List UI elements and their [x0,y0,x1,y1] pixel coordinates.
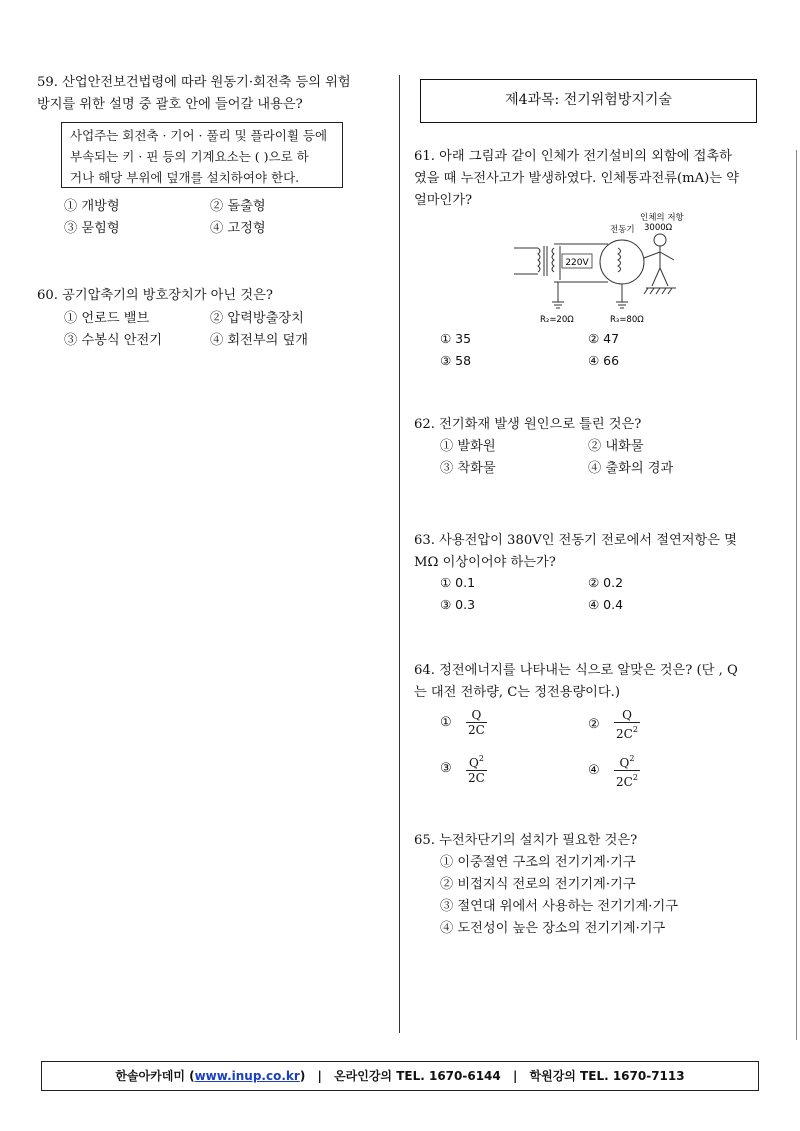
q64-option-4[interactable]: ④ $\frac{Q^2}{2C^2}$ [588,754,638,789]
fig-motor-label: 전동기 [610,225,635,235]
fraction: $\frac{Q^2}{2C^2}$ [616,754,638,789]
q64-option-1[interactable]: ① $\frac{Q}{2C}$ [440,708,485,737]
q61-option-1[interactable]: ① 35 [440,331,472,346]
q60-option-3[interactable]: ③ 수봉식 안전기 [64,333,163,348]
q63-option-2[interactable]: ② 0.2 [588,575,624,590]
footer-separator: | [512,1069,518,1083]
fraction: $\frac{Q}{2C}$ [468,708,485,737]
q63-stem: 63. 사용전압이 380V인 전동기 전로에서 절연저항은 몇 MΩ 이상이어야 하는가? [414,533,737,570]
q65-option-1[interactable]: ① 이중절연 구조의 전기기계·기구 [440,855,636,870]
right-edge-line [796,150,797,1040]
q65-option-2[interactable]: ② 비접지식 전로의 전기기계·기구 [440,877,636,892]
q59-stem: 59. 산업안전보건법령에 따라 원동기·회전축 등의 위험 방지를 위한 설명 중 괄호 안에 들어갈 내용은? [37,75,351,112]
q59-option-1[interactable]: ① 개방형 [64,199,120,214]
q59-option-2[interactable]: ② 돌출형 [210,199,266,214]
q59-quote-box: 사업주는 회전축 · 기어 · 풀리 및 플라이휠 등에 부속되는 키 · 핀 등의 기계요소는 ( )으로 하 거나 해당 부위에 덮개를 설치하여야 한다. [61,122,343,188]
q65-option-4[interactable]: ④ 도전성이 높은 장소의 전기기계·기구 [440,921,666,936]
fig-r3-label: R₃=80Ω [610,315,644,325]
leakage-circuit-figure [510,210,700,328]
q64-stem: 64. 정전에너지를 나타내는 식으로 알맞은 것은? (단 , Q 는 대전 전하량, C는 정전용량이다.) [414,663,738,700]
q61-option-4[interactable]: ④ 66 [588,353,620,368]
q59-option-4[interactable]: ④ 고정형 [210,221,266,236]
section-title-box [420,79,757,123]
q63-option-4[interactable]: ④ 0.4 [588,597,624,612]
q65-option-3[interactable]: ③ 절연대 위에서 사용하는 전기기계·기구 [440,899,678,914]
q60-option-2[interactable]: ② 압력방출장치 [210,311,304,326]
q61-option-3[interactable]: ③ 58 [440,353,472,368]
fraction: $\frac{Q^2}{2C}$ [468,754,485,785]
q64-option-2[interactable]: ② $\frac{Q}{2C^2}$ [588,708,638,741]
section-title: 제4과목: 전기위험방지기술 [505,92,672,108]
column-divider [399,75,400,1033]
footer-offline-phone: 학원강의 TEL. 1670-7113 [529,1069,685,1083]
q64-option-3[interactable]: ③ $\frac{Q^2}{2C}$ [440,754,485,785]
q63-option-3[interactable]: ③ 0.3 [440,597,476,612]
q59-option-3[interactable]: ③ 묻힘형 [64,221,120,236]
fig-body-resistance-value: 3000Ω [644,223,673,233]
footer-online-phone: 온라인강의 TEL. 1670-6144 [334,1069,501,1083]
q60-option-4[interactable]: ④ 회전부의 덮개 [210,333,309,348]
q62-stem: 62. 전기화재 발생 원인으로 틀린 것은? [414,417,642,432]
q62-option-1[interactable]: ① 발화원 [440,439,496,454]
q61-option-2[interactable]: ② 47 [588,331,620,346]
fig-voltage-label: 220V [565,258,589,268]
q60-stem: 60. 공기압축기의 방호장치가 아닌 것은? [37,288,273,303]
fig-body-resistance-label: 인체의 저항 [640,213,684,223]
footer-separator: | [317,1069,322,1083]
q65-stem: 65. 누전차단기의 설치가 필요한 것은? [414,833,638,848]
q62-option-3[interactable]: ③ 착화물 [440,461,496,476]
q63-option-1[interactable]: ① 0.1 [440,575,476,590]
fraction: $\frac{Q}{2C^2}$ [616,708,638,741]
q62-option-2[interactable]: ② 내화물 [588,439,644,454]
q60-option-1[interactable]: ① 언로드 밸브 [64,311,150,326]
fig-r2-label: R₂=20Ω [540,315,574,325]
q62-option-4[interactable]: ④ 출화의 경과 [588,461,674,476]
footer-bar: 한솔아카데미 (www.inup.co.kr) | 온라인강의 TEL. 1670-6144 | 학원강의 TEL. 1670-7113 [41,1061,759,1091]
footer-academy: 한솔아카데미 ( [115,1069,195,1083]
footer-url-link[interactable]: www.inup.co.kr [194,1069,300,1083]
q61-stem: 61. 아래 그림과 같이 인체가 전기설비의 외함에 접촉하 였을 때 누전사고가 발생하였다. 인체통과전류(mA)는 약 얼마인가? [414,149,739,208]
